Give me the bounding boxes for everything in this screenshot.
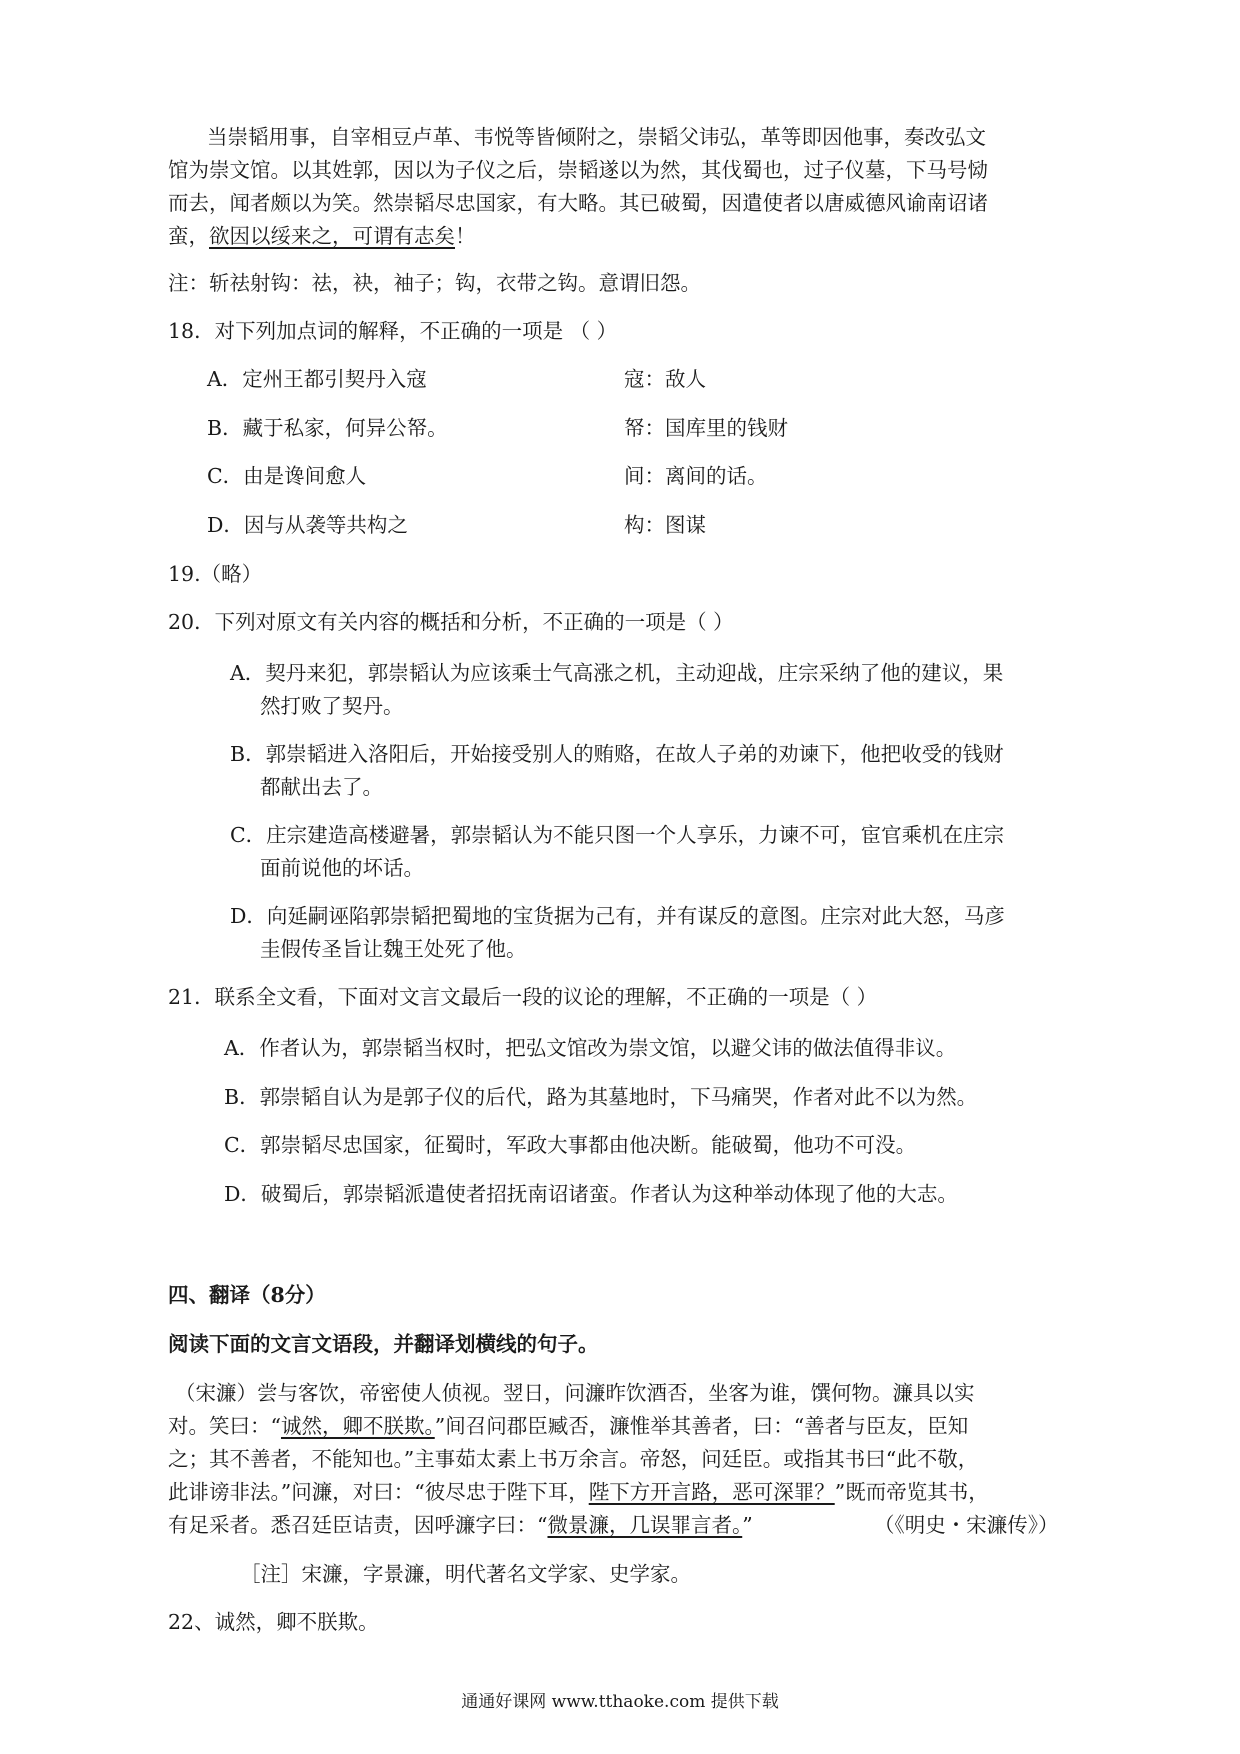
excerpt-line xyxy=(168,1442,978,1476)
q20-option-c: C．庄宗建造高楼避暑，郭崇韬认为不能只图一个人享乐，力谏不可，宦官乘机在庄宗 xyxy=(230,823,1005,847)
section-4-heading: 四、翻译（8分） xyxy=(168,1283,326,1307)
q21-option-b: B．郭崇韬自认为是郭子仪的后代，路为其墓地时，下马痛哭，作者对此不以为然。 xyxy=(224,1085,978,1109)
q18-option-c-answer: 间：离间的话。 xyxy=(624,464,768,488)
underlined-sentence: 欲因以绥来之，可谓有志矣 xyxy=(209,224,455,248)
excerpt-line xyxy=(168,1409,968,1443)
excerpt-text: （宋濂）尝与客饮，帝密使人侦视。翌日，问濂昨饮酒否，坐客为谁，馔何物。濂具以实 xyxy=(175,1381,975,1405)
question-20-title: 20．下列对原文有关内容的概括和分析，不正确的一项是（ ） xyxy=(168,610,734,634)
q21-option-c: C．郭崇韬尽忠国家，征蜀时，军政大事都由他决断。能破蜀，他功不可没。 xyxy=(224,1133,917,1157)
q20-option-d: D．向延嗣诬陷郭崇韬把蜀地的宝货据为己有，并有谋反的意图。庄宗对此大怒，马彦 xyxy=(230,904,1005,928)
page-footer: 通通好课网 www.tthaoke.com 提供下载 xyxy=(461,1692,779,1712)
q18-option-c: C．由是谗间愈人 xyxy=(207,464,367,488)
passage-text: ！ xyxy=(455,224,476,248)
q20-option-c-cont: 面前说他的坏话。 xyxy=(260,856,424,880)
passage-line xyxy=(207,120,986,154)
passage-text: 而去，闻者颇以为笑。然崇韬尽忠国家，有大略。其已破蜀，因遣使者以唐威德风谕南诏诸 xyxy=(168,191,988,215)
question-22: 22、诚然，卿不朕欺。 xyxy=(168,1610,379,1634)
passage-line xyxy=(168,153,988,187)
excerpt-source: （《明史・宋濂传》） xyxy=(874,1513,1059,1537)
excerpt-text: 有足采者。悉召廷臣诘责，因呼濂字曰：“ xyxy=(168,1513,548,1537)
q21-option-d: D．破蜀后，郭崇韬派遣使者招抚南诏诸蛮。作者认为这种举动体现了他的大志。 xyxy=(224,1182,958,1206)
q18-option-b-answer: 帑：国库里的钱财 xyxy=(624,416,788,440)
excerpt-text: ”既而帝览其书， xyxy=(834,1480,989,1504)
q20-option-b-cont: 都献出去了。 xyxy=(260,775,383,799)
excerpt-text: 此诽谤非法。”问濂，对曰：“彼尽忠于陛下耳， xyxy=(168,1480,589,1504)
underlined-sentence: 微景濂，几误罪言者。 xyxy=(547,1513,743,1537)
q21-option-a: A．作者认为，郭崇韬当权时，把弘文馆改为崇文馆，以避父讳的做法值得非议。 xyxy=(224,1036,957,1060)
q18-option-d: D．因与从袭等共构之 xyxy=(207,513,408,537)
q20-option-a: A．契丹来犯，郭崇韬认为应该乘士气高涨之机，主动迎战，庄宗采纳了他的建议，果 xyxy=(230,661,1004,685)
q18-option-b: B．藏于私家，何异公帑。 xyxy=(207,416,448,440)
passage-line xyxy=(168,219,476,253)
q20-option-d-cont: 圭假传圣旨让魏王处死了他。 xyxy=(260,937,527,961)
underlined-sentence: 陛下方开言路，恶可深罪？ xyxy=(588,1480,835,1504)
question-21-title: 21．联系全文看，下面对文言文最后一段的议论的理解，不正确的一项是（ ） xyxy=(168,985,878,1009)
underlined-sentence: 诚然，卿不朕欺。 xyxy=(280,1414,435,1438)
q20-option-b: B．郭崇韬进入洛阳后，开始接受别人的贿赂，在故人子弟的劝谏下，他把收受的钱财 xyxy=(230,742,1004,766)
question-18-title: 18．对下列加点词的解释，不正确的一项是 （ ） xyxy=(168,319,618,343)
excerpt-line xyxy=(168,1508,753,1542)
passage-text: 馆为崇文馆。以其姓郭，因以为子仪之后，崇韬遂以为然，其伐蜀也，过子仪墓，下马号恸 xyxy=(168,158,988,182)
annotation-note: 注：斩祛射钩：祛，袂，袖子；钩，衣带之钩。意谓旧怨。 xyxy=(168,271,701,295)
passage-text: 当崇韬用事，自宰相豆卢革、韦悦等皆倾附之，崇韬父讳弘，革等即因他事，奏改弘文 xyxy=(207,125,986,149)
excerpt-text: ”间召问郡臣臧否，濂惟举其善者，曰：“善者与臣友，臣知 xyxy=(434,1414,969,1438)
excerpt-text: ” xyxy=(742,1513,753,1537)
q18-option-a: A．定州王都引契丹入寇 xyxy=(207,367,427,391)
q20-option-a-cont: 然打败了契丹。 xyxy=(260,694,404,718)
passage-text: 蛮， xyxy=(168,224,209,248)
passage-line xyxy=(168,186,988,220)
excerpt-text: 之；其不善者，不能知也。”主事茹太素上书万余言。帝怒，问廷臣。或指其书曰“此不敬， xyxy=(168,1447,979,1471)
section-4-instruction: 阅读下面的文言文语段，并翻译划横线的句子。 xyxy=(168,1332,599,1356)
q18-option-a-answer: 寇：敌人 xyxy=(624,367,706,391)
excerpt-note: ［注］宋濂，字景濂，明代著名文学家、史学家。 xyxy=(240,1562,691,1586)
excerpt-text: 对。笑曰：“ xyxy=(168,1414,281,1438)
excerpt-line xyxy=(168,1475,989,1509)
q18-option-d-answer: 构：图谋 xyxy=(624,513,706,537)
question-19: 19.（略） xyxy=(168,562,263,586)
excerpt-line xyxy=(175,1376,975,1410)
